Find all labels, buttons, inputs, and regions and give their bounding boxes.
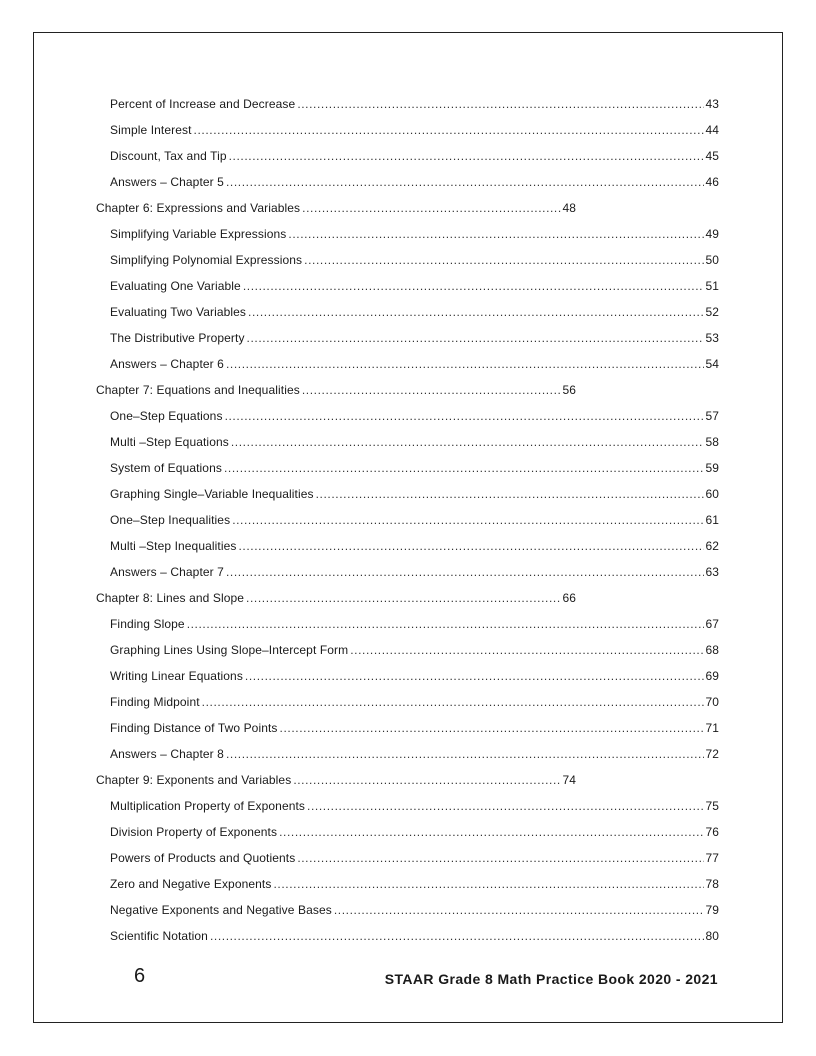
toc-section-entry[interactable] xyxy=(110,616,719,632)
toc-entry-label: Division Property of Exponents xyxy=(110,825,278,839)
toc-entry-label: Answers – Chapter 8 xyxy=(110,747,224,761)
toc-leader-dots xyxy=(226,174,704,190)
toc-leader-dots xyxy=(297,96,704,112)
toc-chapter-entry[interactable] xyxy=(96,382,576,398)
toc-entry-page-number: 52 xyxy=(705,305,719,319)
toc-entry-page-number: 75 xyxy=(705,799,719,813)
toc-section-entry[interactable] xyxy=(110,746,719,762)
toc-entry-label: The Distributive Property xyxy=(110,331,245,345)
toc-section-entry[interactable] xyxy=(110,902,719,918)
toc-leader-dots xyxy=(247,330,705,346)
toc-entry-page-number: 57 xyxy=(705,409,719,423)
toc-section-entry[interactable] xyxy=(110,564,719,580)
toc-leader-dots xyxy=(304,252,704,268)
toc-leader-dots xyxy=(302,382,562,398)
toc-entry-label: Multi –Step Equations xyxy=(110,435,229,449)
toc-section-entry[interactable] xyxy=(110,96,719,112)
toc-entry-label: Graphing Lines Using Slope–Intercept Form xyxy=(110,643,349,657)
toc-entry-page-number: 80 xyxy=(705,929,719,943)
toc-entry-page-number: 46 xyxy=(705,175,719,189)
toc-section-entry[interactable] xyxy=(110,512,719,528)
toc-entry-page-number: 77 xyxy=(705,851,719,865)
toc-section-entry[interactable] xyxy=(110,824,719,840)
toc-leader-dots xyxy=(288,226,704,242)
toc-entry-page-number: 63 xyxy=(705,565,719,579)
toc-leader-dots xyxy=(297,850,704,866)
toc-entry-label: Simple Interest xyxy=(110,123,192,137)
toc-leader-dots xyxy=(202,694,705,710)
toc-entry-label: Scientific Notation xyxy=(110,929,208,943)
toc-leader-dots xyxy=(307,798,704,814)
toc-entry-label: Percent of Increase and Decrease xyxy=(110,97,296,111)
toc-section-entry[interactable] xyxy=(110,304,719,320)
toc-leader-dots xyxy=(210,928,704,944)
toc-entry-label: Answers – Chapter 7 xyxy=(110,565,224,579)
toc-section-entry[interactable] xyxy=(110,408,719,424)
toc-section-entry[interactable] xyxy=(110,928,719,944)
toc-entry-page-number: 44 xyxy=(705,123,719,137)
toc-entry-label: Writing Linear Equations xyxy=(110,669,243,683)
toc-entry-page-number: 79 xyxy=(705,903,719,917)
toc-section-entry[interactable] xyxy=(110,356,719,372)
toc-entry-page-number: 58 xyxy=(705,435,719,449)
toc-leader-dots xyxy=(302,200,561,216)
toc-entry-page-number: 61 xyxy=(705,513,719,527)
toc-entry-label: Simplifying Variable Expressions xyxy=(110,227,287,241)
toc-entry-label: Finding Distance of Two Points xyxy=(110,721,278,735)
toc-entry-label: Zero and Negative Exponents xyxy=(110,877,272,891)
toc-entry-page-number: 71 xyxy=(705,721,719,735)
toc-entry-page-number: 74 xyxy=(562,773,576,787)
toc-section-entry[interactable] xyxy=(110,434,719,450)
toc-entry-page-number: 54 xyxy=(705,357,719,371)
toc-leader-dots xyxy=(226,564,704,580)
toc-leader-dots xyxy=(273,876,704,892)
toc-entry-label: One–Step Equations xyxy=(110,409,223,423)
toc-section-entry[interactable] xyxy=(110,850,719,866)
toc-entry-label: One–Step Inequalities xyxy=(110,513,231,527)
toc-leader-dots xyxy=(229,148,705,164)
toc-leader-dots xyxy=(238,538,704,554)
toc-leader-dots xyxy=(224,460,704,476)
toc-leader-dots xyxy=(248,304,704,320)
toc-entry-page-number: 69 xyxy=(705,669,719,683)
toc-section-entry[interactable] xyxy=(110,642,719,658)
toc-entry-label: Evaluating Two Variables xyxy=(110,305,247,319)
footer-book-title: STAAR Grade 8 Math Practice Book 2020 - 2021 xyxy=(384,971,718,987)
toc-section-entry[interactable] xyxy=(110,876,719,892)
toc-entry-page-number: 50 xyxy=(705,253,719,267)
toc-entry-page-number: 68 xyxy=(705,643,719,657)
toc-section-entry[interactable] xyxy=(110,668,719,684)
toc-entry-page-number: 53 xyxy=(705,331,719,345)
toc-entry-label: Chapter 6: Expressions and Variables xyxy=(96,201,301,215)
toc-leader-dots xyxy=(350,642,704,658)
toc-section-entry[interactable] xyxy=(110,798,719,814)
toc-entry-label: Answers – Chapter 5 xyxy=(110,175,224,189)
toc-section-entry[interactable] xyxy=(110,148,719,164)
toc-leader-dots xyxy=(280,720,705,736)
toc-leader-dots xyxy=(279,824,704,840)
toc-entry-label: Chapter 7: Equations and Inequalities xyxy=(96,383,300,397)
toc-leader-dots xyxy=(232,512,704,528)
toc-section-entry[interactable] xyxy=(110,330,719,346)
toc-entry-page-number: 45 xyxy=(705,149,719,163)
toc-entry-label: Chapter 9: Exponents and Variables xyxy=(96,773,292,787)
toc-entry-page-number: 56 xyxy=(562,383,576,397)
toc-entry-page-number: 78 xyxy=(705,877,719,891)
toc-chapter-entry[interactable] xyxy=(96,772,576,788)
toc-leader-dots xyxy=(246,590,561,606)
toc-entry-label: Answers – Chapter 6 xyxy=(110,357,224,371)
toc-section-entry[interactable] xyxy=(110,720,719,736)
toc-leader-dots xyxy=(293,772,561,788)
toc-leader-dots xyxy=(194,122,705,138)
toc-leader-dots xyxy=(225,408,705,424)
toc-entry-page-number: 66 xyxy=(562,591,576,605)
toc-leader-dots xyxy=(243,278,705,294)
toc-section-entry[interactable] xyxy=(110,226,719,242)
toc-leader-dots xyxy=(226,746,704,762)
toc-entry-label: Discount, Tax and Tip xyxy=(110,149,227,163)
toc-entry-page-number: 48 xyxy=(562,201,576,215)
toc-entry-label: Powers of Products and Quotients xyxy=(110,851,296,865)
toc-entry-page-number: 60 xyxy=(705,487,719,501)
toc-entry-page-number: 70 xyxy=(705,695,719,709)
toc-entry-label: Finding Midpoint xyxy=(110,695,200,709)
toc-entry-label: Finding Slope xyxy=(110,617,185,631)
toc-section-entry[interactable] xyxy=(110,486,719,502)
toc-section-entry[interactable] xyxy=(110,694,719,710)
footer-page-number: 6 xyxy=(134,965,146,987)
toc-entry-page-number: 49 xyxy=(705,227,719,241)
toc-entry-label: Chapter 8: Lines and Slope xyxy=(96,591,245,605)
toc-chapter-entry[interactable] xyxy=(96,590,576,606)
toc-entry-label: Multi –Step Inequalities xyxy=(110,539,237,553)
toc-entry-label: Multiplication Property of Exponents xyxy=(110,799,306,813)
toc-section-entry[interactable] xyxy=(110,174,719,190)
toc-entry-page-number: 51 xyxy=(705,279,719,293)
toc-section-entry[interactable] xyxy=(110,252,719,268)
toc-section-entry[interactable] xyxy=(110,122,719,138)
toc-section-entry[interactable] xyxy=(110,278,719,294)
toc-entry-page-number: 67 xyxy=(705,617,719,631)
toc-leader-dots xyxy=(187,616,705,632)
toc-section-entry[interactable] xyxy=(110,460,719,476)
toc-entry-page-number: 59 xyxy=(705,461,719,475)
toc-entry-page-number: 76 xyxy=(705,825,719,839)
toc-entry-label: Graphing Single–Variable Inequalities xyxy=(110,487,314,501)
toc-entry-page-number: 72 xyxy=(705,747,719,761)
toc-entry-page-number: 62 xyxy=(705,539,719,553)
toc-entry-label: Evaluating One Variable xyxy=(110,279,241,293)
toc-entry-label: System of Equations xyxy=(110,461,222,475)
toc-leader-dots xyxy=(316,486,705,502)
toc-entry-label: Simplifying Polynomial Expressions xyxy=(110,253,303,267)
toc-leader-dots xyxy=(334,902,705,918)
toc-section-entry[interactable] xyxy=(110,538,719,554)
toc-entry-page-number: 43 xyxy=(705,97,719,111)
toc-chapter-entry[interactable] xyxy=(96,200,576,216)
toc-leader-dots xyxy=(231,434,705,450)
toc-entry-label: Negative Exponents and Negative Bases xyxy=(110,903,332,917)
toc-leader-dots xyxy=(226,356,704,372)
toc-leader-dots xyxy=(245,668,705,684)
